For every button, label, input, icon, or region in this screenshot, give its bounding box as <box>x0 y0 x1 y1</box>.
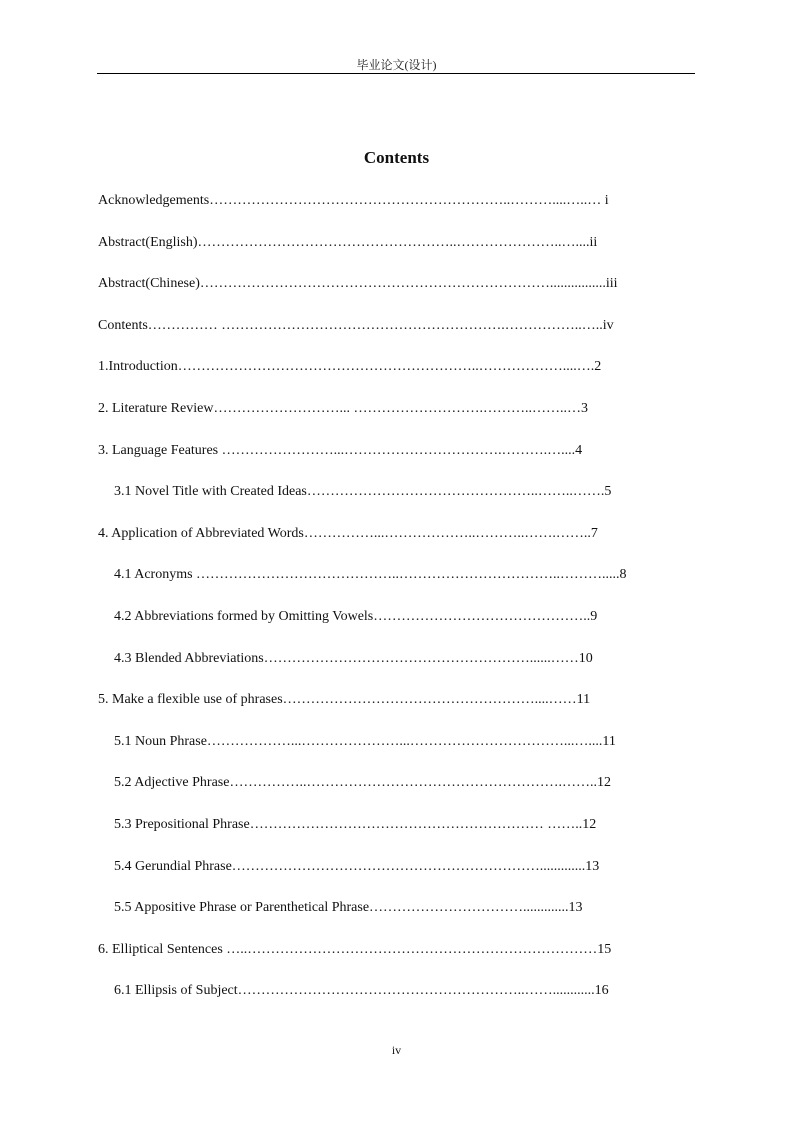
toc-entry-text: 5.3 Prepositional Phrase……………………………………………………… ……..12 <box>114 816 597 832</box>
toc-entry <box>98 482 670 524</box>
toc-entry-text: 5. Make a flexible use of phrases………………………………………………....……11 <box>98 692 591 708</box>
toc-entry-text: Abstract(Chinese)…………………………………………………………………................iii <box>98 276 618 292</box>
toc-entry-text: 5.4 Gerundial Phrase………………………………………………………….............13 <box>114 858 600 874</box>
toc-entry-text: Abstract(English)………………………………………………..…………………..…....ii <box>98 234 598 250</box>
toc-entry-text: 3. Language Features ……………………...…………………………….……….…....4 <box>98 442 583 458</box>
toc-entry-text: 4.2 Abbreviations formed by Omitting Vowels………………………………………..9 <box>114 608 598 624</box>
toc-entry <box>98 441 670 483</box>
toc-entry <box>98 898 670 940</box>
toc-entry-text: 5.1 Noun Phrase………………...…………………...……………………………...…....11 <box>114 733 616 749</box>
toc-entry <box>98 191 670 233</box>
toc-entry-text: 6. Elliptical Sentences …..…………………………………………………………………15 <box>98 941 612 957</box>
toc-entry <box>98 316 670 358</box>
toc-entry <box>98 732 670 774</box>
toc-entry <box>98 399 670 441</box>
toc-entry-text: 5.5 Appositive Phrase or Parenthetical Phrase…………………………….............13 <box>114 900 583 916</box>
toc-entry-text: 2. Literature Review………………………... ……………………….………..……..…3 <box>98 400 588 416</box>
toc-entry <box>98 524 670 566</box>
toc-entry <box>98 607 670 649</box>
toc-entry-text: 4.3 Blended Abbreviations…………………………………………………......……10 <box>114 650 593 666</box>
page-number: iv <box>391 1043 402 1057</box>
toc-entry-text: 5.2 Adjective Phrase……………..……………………………………………….……..12 <box>114 775 611 791</box>
toc-entry <box>98 565 670 607</box>
toc-entry <box>98 940 670 982</box>
toc-entry <box>98 649 670 691</box>
toc-entry <box>98 773 670 815</box>
toc-entry <box>98 357 670 399</box>
toc-entry-text: 4.1 Acronyms ……………………………………..……………………………..……….....8 <box>114 567 627 583</box>
running-header: 毕业论文(设计) <box>356 58 437 72</box>
header-rule <box>97 73 695 74</box>
toc-entry <box>98 857 670 899</box>
toc-entry <box>98 815 670 857</box>
toc-entry <box>98 274 670 316</box>
toc-entry <box>98 981 670 1023</box>
toc-entry-text: 4. Application of Abbreviated Words……………...………………..………..…….……..7 <box>98 525 598 541</box>
toc-entry-text: 6.1 Ellipsis of Subject……………………………………………………..……............16 <box>114 983 609 999</box>
toc-list <box>98 191 670 1023</box>
toc-title: Contents <box>363 148 430 167</box>
toc-entry-text: Acknowledgements………………………………………………………..………....…..… i <box>98 193 609 208</box>
toc-entry-text: 1.Introduction………………………………………………………..………………....….2 <box>98 359 602 375</box>
toc-entry-text: 3.1 Novel Title with Created Ideas…………………………………………..……..…….5 <box>114 484 612 500</box>
toc-entry <box>98 233 670 275</box>
toc-entry-text: Contents…………… …………………………………………………….……………..…..iv <box>98 317 614 333</box>
toc-entry <box>98 690 670 732</box>
